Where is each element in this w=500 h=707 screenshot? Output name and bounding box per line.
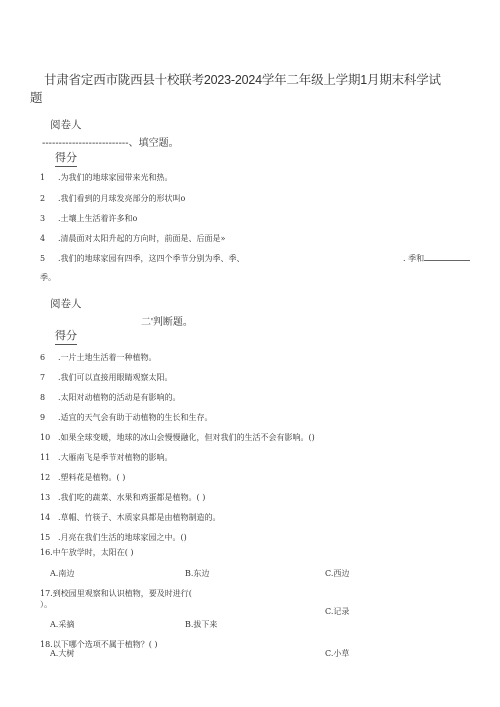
reviewer-label: 阅卷人 <box>50 298 82 310</box>
question-item: 2 .我们看到的月球发亮部分的形状叫o <box>40 194 186 203</box>
score-label: 得分 <box>55 149 77 167</box>
option-c: C.记录 <box>325 607 350 616</box>
option-c: C.西边 <box>325 569 350 578</box>
question-item: 3 .土壤上生活着许多和o <box>40 214 138 223</box>
question-17-wrap: ）。 <box>40 600 52 609</box>
question-18: 18.以下哪个选项不属于植物？( ) <box>40 640 158 649</box>
option-a: A.采摘 <box>50 620 75 629</box>
question-item: 9 .适宜的天气会有助于动植物的生长和生存。 <box>40 413 213 422</box>
question-item: 6 .一片土地生活着一种植物。 <box>40 353 157 362</box>
score-label: 得分 <box>55 327 77 345</box>
page-title-line2: 题 <box>30 91 43 105</box>
question-17: 17.到校园里观察和认识植物，要及时进行( <box>40 589 192 598</box>
page-title-line1: 甘肃省定西市陇西县十校联考2023-2024学年二年级上学期1月期末科学试 <box>44 73 441 87</box>
question-item: 14 .草帽、竹筷子、木质家具都是由植物制造的。 <box>40 513 221 522</box>
option-a: A.大树 <box>50 649 75 658</box>
section-heading-fill-blank: --------------------------、填空题。 <box>42 138 179 149</box>
question-item: 15 .月亮在我们生活的地球家园之中。() <box>40 533 187 542</box>
section-heading-true-false: 二'判断题。 <box>141 317 193 328</box>
question-item: 5 .我们的地球家园有四季，这四个季节分别为季、季、 <box>40 254 245 263</box>
question-item: 10 .如果全球变暖，地球的冰山会慢慢融化，但对我们的生活不会有影响。() <box>40 433 315 442</box>
question-5-wrap: 季。 <box>40 273 56 282</box>
question-5-tail: . 季和 <box>403 253 470 264</box>
question-item: 7 .我们可以直接用眼睛观察太阳。 <box>40 373 173 382</box>
option-a: A.南边 <box>50 569 75 578</box>
option-b: B.东边 <box>185 569 210 578</box>
question-16: 16.中午放学时，太阳在( ) <box>40 548 134 557</box>
question-item: 1 .为我们的地球家园带来光和热。 <box>40 173 173 182</box>
reviewer-label: 阅卷人 <box>50 119 82 131</box>
question-item: 12 .塑料花是植物。( ) <box>40 473 126 482</box>
question-item: 8 .太阳对动植物的活动是有影响的。 <box>40 393 181 402</box>
question-item: 4 .清晨面对太阳升起的方向时，前面是、后面是» <box>40 234 226 243</box>
answer-blank <box>424 253 470 261</box>
question-item: 13 .我们吃的蔬菜、水果和鸡蛋都是植物。( ) <box>40 493 206 502</box>
option-c: C.小草 <box>325 649 350 658</box>
question-item: 11 .大雁南飞是季节对植物的影响。 <box>40 453 173 462</box>
option-b: B.拔下来 <box>185 620 218 629</box>
